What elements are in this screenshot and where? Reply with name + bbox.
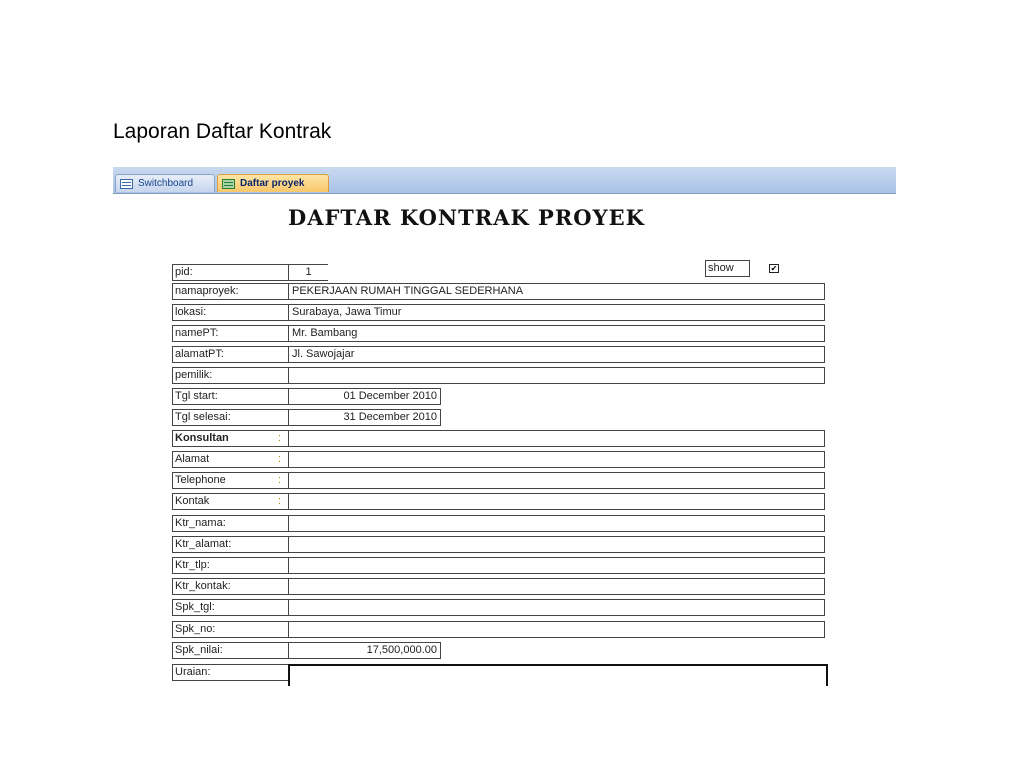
form-icon bbox=[120, 179, 133, 189]
label-spk-tgl: Spk_tgl: bbox=[172, 599, 289, 616]
label-alamat: Alamat : bbox=[172, 451, 289, 468]
label-kontak: Kontak : bbox=[172, 493, 289, 510]
field-ktr-alamat[interactable] bbox=[288, 536, 825, 553]
field-pid[interactable]: 1 bbox=[288, 264, 328, 281]
label-konsultan: Konsultan : bbox=[172, 430, 289, 447]
label-pemilik: pemilik: bbox=[172, 367, 289, 384]
field-ktr-tlp[interactable] bbox=[288, 557, 825, 574]
field-alamat[interactable] bbox=[288, 451, 825, 468]
label-spk-no: Spk_no: bbox=[172, 621, 289, 638]
field-namaproyek[interactable]: PEKERJAAN RUMAH TINGGAL SEDERHANA bbox=[288, 283, 825, 300]
label-namept: namePT: bbox=[172, 325, 289, 342]
field-lokasi[interactable]: Surabaya, Jawa Timur bbox=[288, 304, 825, 321]
label-tgl-selesai: Tgl selesai: bbox=[172, 409, 289, 426]
label-telephone: Telephone : bbox=[172, 472, 289, 489]
label-lokasi: lokasi: bbox=[172, 304, 289, 321]
field-tgl-start[interactable]: 01 December 2010 bbox=[288, 388, 441, 405]
field-uraian[interactable] bbox=[288, 664, 828, 686]
show-label: show bbox=[705, 260, 750, 277]
field-pemilik[interactable] bbox=[288, 367, 825, 384]
field-spk-tgl[interactable] bbox=[288, 599, 825, 616]
label-ktr-kontak: Ktr_kontak: bbox=[172, 578, 289, 595]
tab-daftar-proyek-label: Daftar proyek bbox=[240, 178, 305, 189]
field-konsultan[interactable] bbox=[288, 430, 825, 447]
slide-title: Laporan Daftar Kontrak bbox=[113, 120, 332, 143]
label-ktr-nama: Ktr_nama: bbox=[172, 515, 289, 532]
field-ktr-kontak[interactable] bbox=[288, 578, 825, 595]
field-spk-no[interactable] bbox=[288, 621, 825, 638]
field-alamatpt[interactable]: Jl. Sawojajar bbox=[288, 346, 825, 363]
show-checkbox[interactable]: ✔ bbox=[770, 264, 778, 273]
field-spk-nilai[interactable]: 17,500,000.00 bbox=[288, 642, 441, 659]
label-spk-nilai: Spk_nilai: bbox=[172, 642, 289, 659]
label-ktr-alamat: Ktr_alamat: bbox=[172, 536, 289, 553]
tab-switchboard[interactable] bbox=[115, 174, 215, 192]
label-pid: pid: bbox=[172, 264, 289, 281]
field-telephone[interactable] bbox=[288, 472, 825, 489]
field-tgl-selesai[interactable]: 31 December 2010 bbox=[288, 409, 441, 426]
tab-daftar-proyek[interactable] bbox=[217, 174, 329, 192]
label-ktr-tlp: Ktr_tlp: bbox=[172, 557, 289, 574]
tab-switchboard-label: Switchboard bbox=[138, 178, 194, 189]
label-namaproyek: namaproyek: bbox=[172, 283, 289, 300]
document-tab-bar bbox=[113, 167, 896, 194]
field-namept[interactable]: Mr. Bambang bbox=[288, 325, 825, 342]
label-tgl-start: Tgl start: bbox=[172, 388, 289, 405]
report-icon bbox=[222, 179, 235, 189]
label-alamatpt: alamatPT: bbox=[172, 346, 289, 363]
access-window bbox=[113, 167, 896, 686]
field-kontak[interactable] bbox=[288, 493, 825, 510]
field-ktr-nama[interactable] bbox=[288, 515, 825, 532]
label-uraian: Uraian: bbox=[172, 664, 289, 681]
form-title: DAFTAR KONTRAK PROYEK bbox=[288, 205, 645, 230]
